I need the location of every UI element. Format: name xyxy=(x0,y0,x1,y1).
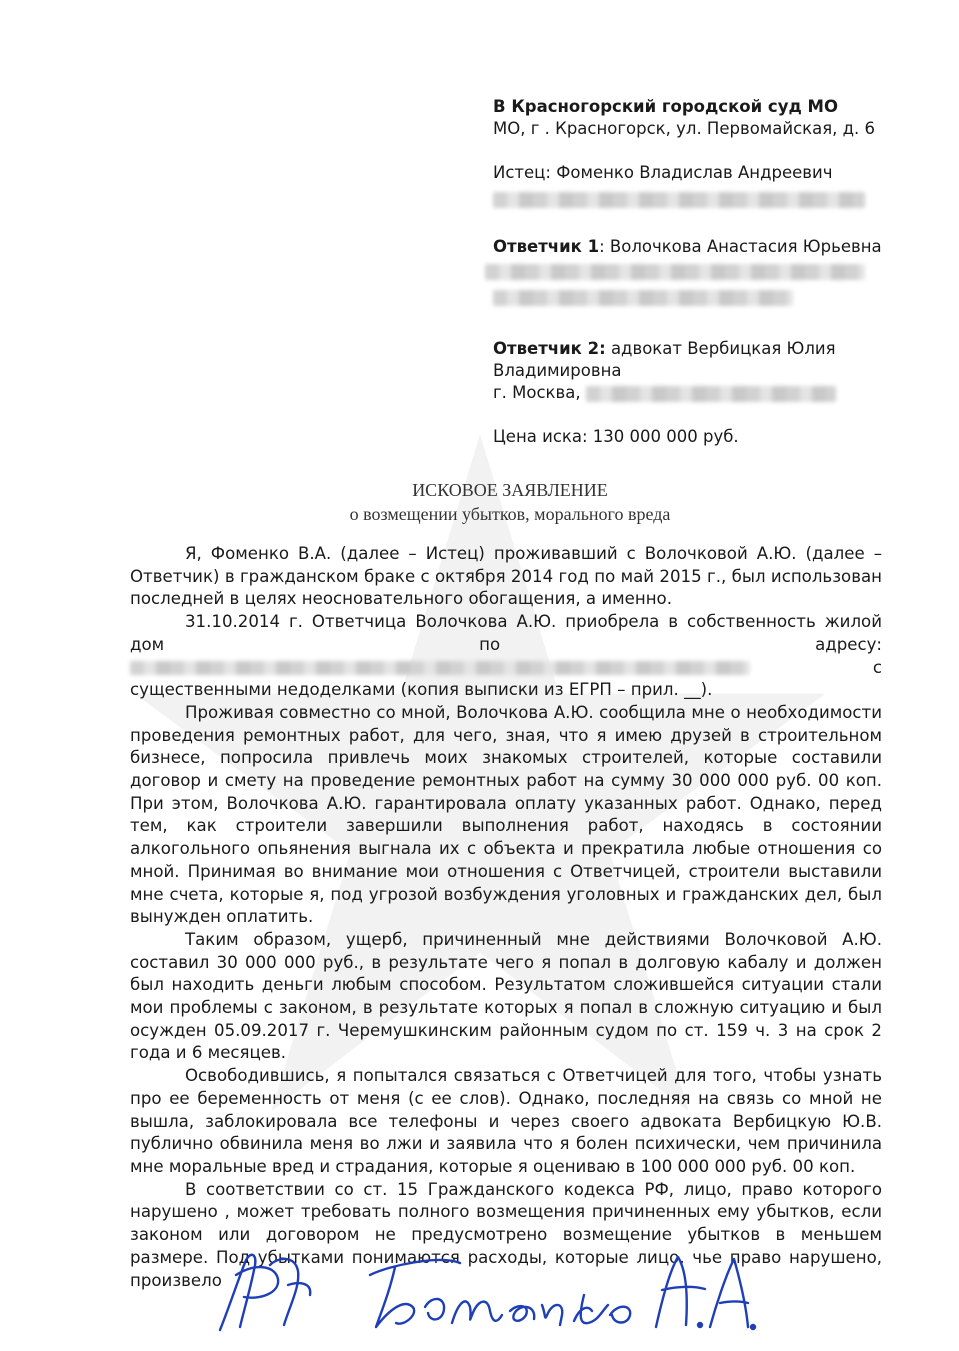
plaintiff-name: Фоменко Владислав Андреевич xyxy=(556,163,833,182)
document-title: ИСКОВОЕ ЗАЯВЛЕНИЕ xyxy=(412,480,608,500)
statement-body xyxy=(130,543,882,1292)
paragraph-moral-harm: Освободившись, я попытался связаться с Ответчицей для того, чтобы узнать про ее беременность от меня (с ее слов). Однако, последняя на связь со мной не вышла, заблокировала все телефоны и через своего адвоката Вербицкую Ю.В. публично обвинила меня во лжи и заявила что я болен психически, чем причинила мне моральные вред и страдания, которые я оцениваю в 100 000 000 руб. 00 коп. xyxy=(130,1066,882,1176)
paragraph-house-end: с существенными недоделками (копия выписки из ЕГРП – прил. __). xyxy=(130,657,882,700)
defendant1-label: Ответчик 1 xyxy=(493,237,600,256)
defendant2-city: г. Москва, xyxy=(493,383,581,402)
redacted-house-address xyxy=(130,661,750,675)
document-subtitle: о возмещении убытков, морального вреда xyxy=(349,504,671,524)
court-address: МО, г . Красногорск, ул. Первомайская, д. 6 xyxy=(493,119,876,138)
paragraph-repairs: Проживая совместно со мной, Волочкова А.Ю. сообщила мне о необходимости проведения ремонтных работ, для чего, зная, что я имею друзей в строительном бизнесе, попросила привлечь моих знакомых строителей, которые составили договор и смету на проведение ремонтных работ на сумму 30 000 000 руб. 00 коп. При этом, Волочкова А.Ю. гарантировала оплату указанных работ. Однако, перед тем, как строители завершили выполнения работ, находясь в состоянии алкогольного опьянения выгнала их с объекта и прекратила любые отношения со мной. Принимая во внимание мои отношения с Ответчицей, строители выставили мне счета, которые я, под угрозой возбуждения уголовных и гражданских дел, был вынужден оплатить. xyxy=(130,702,882,927)
defendant2-address xyxy=(493,382,913,404)
defendant1-name: : Волочкова Анастасия Юрьевна xyxy=(599,237,882,256)
paragraph-house-start: 31.10.2014 г. Ответчица Волочкова А.Ю. приобрела в собственность жилой дом по адресу: xyxy=(130,612,882,654)
paragraph-intro: Я, Фоменко В.А. (далее – Истец) проживавший с Волочковой А.Ю. (далее – Ответчик) в гражданском браке с октября 2014 год по май 2015 г., был использован последней в целях неосновательного обогащения, а именно. xyxy=(130,544,882,609)
redacted-plaintiff-address xyxy=(493,192,865,208)
claim-price: Цена иска: 130 000 000 руб. xyxy=(493,427,739,446)
defendant1-line xyxy=(493,236,913,258)
handwritten-signature xyxy=(200,1245,760,1335)
defendant2-name: адвокат Вербицкая Юлия xyxy=(605,339,836,358)
defendant2-label: Ответчик 2: xyxy=(493,339,606,358)
redacted-defendant1-address-1 xyxy=(485,264,865,280)
defendant2-line xyxy=(493,338,913,360)
paragraph-legal-basis: В соответствии со ст. 15 Гражданского кодекса РФ, лицо, право которого нарушено , может требовать полного возмещения причиненных ему убытков, если законом или договором не предусмотрено возмещение убытков в меньшем размере. Под убытками понимаются расходы, которые лицо, чье право нарушено, произвело xyxy=(130,1179,882,1290)
redacted-defendant1-address-2 xyxy=(493,290,793,306)
paragraph-damage: Таким образом, ущерб, причиненный мне действиями Волочковой А.Ю. составил 30 000 000 руб., в результате чего я попал в долговую кабалу и должен был находить деньги любым способом. Результатом сложившейся ситуации стали мои проблемы с законом, в результате которых я попал в сложную ситуацию и был осужден 05.09.2017 г. Черемушкинским районным судом по ст. 159 ч. 3 на срок 2 года и 6 месяцев. xyxy=(130,929,882,1063)
defendant2-name-cont: Владимировна xyxy=(493,361,622,380)
addressee-block xyxy=(493,96,913,448)
redacted-defendant2-address xyxy=(586,386,836,402)
document-heading xyxy=(300,478,720,526)
paragraph-house xyxy=(130,611,882,702)
plaintiff-line xyxy=(493,162,913,184)
plaintiff-label: Истец: xyxy=(493,163,551,182)
court-name: В Красногорский городской суд МО xyxy=(493,97,838,116)
